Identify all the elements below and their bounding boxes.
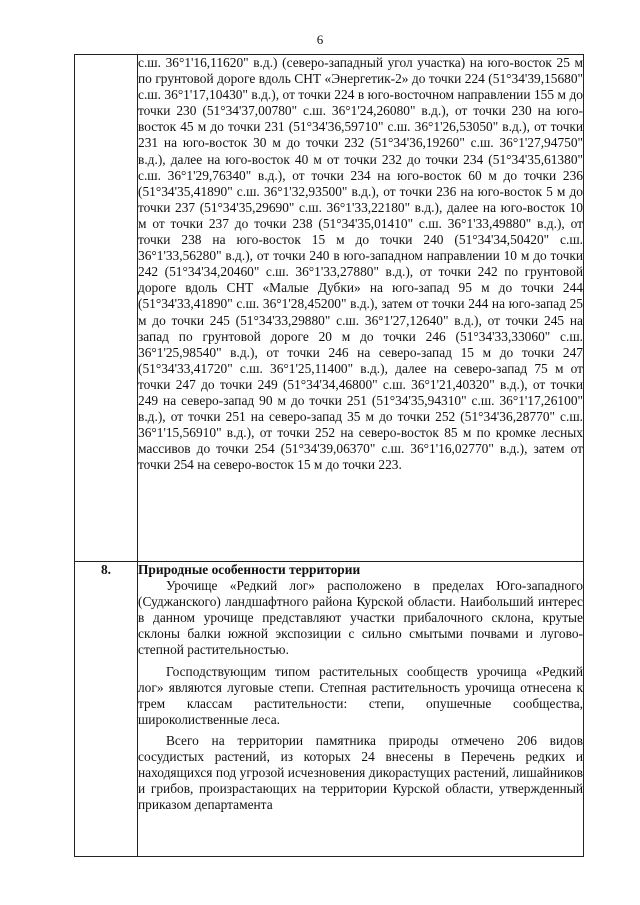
- page-number: 6: [316, 32, 324, 47]
- natural-features-cell: [138, 562, 584, 857]
- row-number-cell: [75, 55, 138, 562]
- paragraph-vegetation: Господствующим типом растительных сообществ урочища «Редкий лог» являются луговые степи. Степная растительность урочища отнесена к трем классам растительности: степи, опушечные сообщества, широколиственные леса.: [138, 663, 583, 727]
- table-row-8: [75, 562, 584, 857]
- paragraph-location: Урочище «Редкий лог» расположено в пределах Юго-западного (Суджанского) ландшафтного района Курской области. Наибольший интерес в данном урочище представляют участки прибалочного склона, крутые склоны балки южной экспозиции с сильно смытыми почвами и лугово-степной растительностью.: [138, 578, 583, 658]
- table-row-continuation: [75, 55, 584, 562]
- section-title: Природные особенности территории: [138, 562, 361, 577]
- row-number-cell: 8.: [75, 562, 138, 857]
- document-table: [74, 54, 584, 857]
- coordinates-description-cell: [138, 55, 584, 562]
- boundary-description-text: с.ш. 36°1'16,11620" в.д.) (северо-западный угол участка) на юго-восток 25 м по грунтовой дороге вдоль СНТ «Энергетик-2» до точки 224 (51°34'39,15680" с.ш. 36°1'17,10430" в.д.), от точки 224 в юго-восточном направлении 155 м до точки 230 (51°34'37,00780" с.ш. 36°1'24,26080" в.д.), от точки 230 на юго-восток 45 м до точки 231 (51°34'36,59710" с.ш. 36°1'26,53050" в.д.), от точки 231 на юго-восток 30 м до точки 232 (51°34'36,19260" с.ш. 36°1'27,94750" в.д.), далее на юго-восток 40 м от точки 232 до точки 234 (51°34'35,61380" с.ш. 36°1'29,76340" в.д.), от точки 234 на юго-восток 60 м до точки 236 (51°34'35,41890" с.ш. 36°1'32,93500" в.д.), от точки 236 на юго-восток 5 м до точки 237 (51°34'35,29690" с.ш. 36°1'33,22180" в.д.), далее на юго-восток 10 м от точки 237 до точки 238 (51°34'35,01410" с.ш. 36°1'33,49880" в.д.), от точки 238 на юго-восток 15 м до точки 240 (51°34'34,50420" с.ш. 36°1'33,56280" в.д.), от точки 240 в юго-западном направлении 10 м до точки 242 (51°34'34,20460" с.ш. 36°1'33,27880" в.д.), от точки 242 по грунтовой дороге вдоль СНТ «Малые Дубки» на юго-запад 95 м до точки 244 (51°34'33,41890" с.ш. 36°1'28,45200" в.д.), затем от точки 244 на юго-запад 25 м до точки 245 (51°34'33,29880" с.ш. 36°1'27,12640" в.д.), от точки 245 на запад по грунтовой дороге 20 м до точки 246 (51°34'33,33060" с.ш. 36°1'25,98540" в.д.), от точки 246 на северо-запад 15 м до точки 247 (51°34'33,41720" с.ш. 36°1'25,11400" в.д.), далее на северо-запад 75 м от точки 247 до точки 249 (51°34'34,46800" с.ш. 36°1'21,40320" в.д.), от точки 249 на северо-запад 90 м до точки 251 (51°34'35,94310" с.ш. 36°1'17,26100" в.д.), от точки 251 на северо-запад 35 м до точки 252 (51°34'36,28770" с.ш. 36°1'15,56910" в.д.), от точки 252 на северо-восток 85 м по кромке лесных массивов до точки 254 (51°34'39,06370" с.ш. 36°1'16,02770" в.д.), затем от точки 254 на северо-восток 15 м до точки 223.: [138, 55, 583, 473]
- paragraph-species: Всего на территории памятника природы отмечено 206 видов сосудистых растений, из которых 24 внесены в Перечень редких и находящихся под угрозой исчезновения дикорастущих растений, лишайников и грибов, произрастающих на территории Курской области, утвержденный приказом департамента: [138, 732, 583, 813]
